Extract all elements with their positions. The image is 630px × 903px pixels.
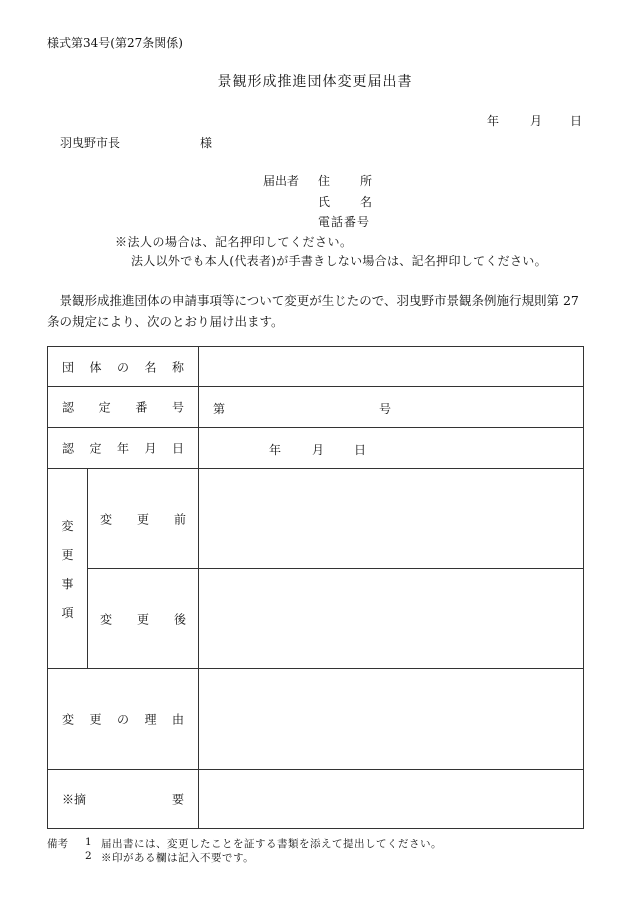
reason-char: 変 [62,712,75,727]
before-field[interactable] [199,469,584,569]
after-label [88,569,199,669]
note-corporation: ※法人の場合は、記名押印してください。 [115,235,353,249]
before-char: 変 [100,512,113,526]
address-label-1: 住 [318,174,331,188]
cert-date-year: 年 [269,443,282,457]
phone-label: 電話番号 [318,215,371,229]
addressee-honorific: 様 [200,136,213,150]
remark-2-number: 2 [85,850,92,862]
name-label-1: 氏 [318,195,331,209]
remark-1-text: 届出書には、変更したことを証する書類を添えて提出してください。 [101,838,442,850]
after-char: 後 [173,612,186,626]
cert-number-char: 定 [98,400,111,415]
date-year: 年 [487,114,500,128]
before-char: 前 [173,512,186,526]
form-table [47,346,584,829]
cert-number-prefix: 第 [213,402,226,416]
reason-char: 更 [89,712,102,727]
cert-date-char: 月 [144,441,157,456]
after-char: 更 [136,612,149,626]
date-month: 月 [530,114,543,128]
reason-field[interactable] [199,669,584,770]
before-label [88,469,199,569]
cert-date-char: 認 [62,441,75,456]
cert-date-char: 日 [171,441,184,456]
cert-date-month: 月 [312,443,325,457]
addressee-name: 羽曳野市長 [60,136,121,150]
org-name-char: 団 [62,360,75,374]
remarks-label: 備考 [47,838,68,850]
change-items-char: 更 [61,547,74,562]
change-items-char: 項 [61,605,74,620]
reason-label [48,669,199,770]
cert-number-suffix: 号 [379,402,392,416]
form-number: 様式第34号(第27条関係) [47,36,183,50]
summary-char: ※摘 [62,792,87,807]
org-name-char: 名 [144,360,157,374]
cert-number-char: 号 [171,400,184,415]
cert-date-label [48,428,199,469]
org-name-char: 称 [171,360,184,374]
org-name-label [48,347,199,387]
page-title: 景観形成推進団体変更届出書 [217,74,413,90]
change-items-char: 変 [61,518,74,533]
reason-char: の [116,712,129,727]
cert-number-char: 番 [135,400,148,415]
summary-label [48,770,199,829]
cert-number-field[interactable] [199,387,584,428]
address-label-2: 所 [360,174,373,188]
after-char: 変 [100,612,113,626]
cert-date-char: 年 [116,441,129,456]
summary-char: 要 [171,792,184,807]
after-field[interactable] [199,569,584,669]
applicant-label: 届出者 [263,174,300,188]
body-text: 景観形成推進団体の申請事項等について変更が生じたので、羽曳野市景観条例施行規則第 27 条の規定により、次のとおり届け出ます。 [47,293,579,329]
reason-char: 理 [144,712,157,727]
org-name-char: 体 [89,360,102,374]
summary-field [199,770,584,829]
name-label-2: 名 [360,195,373,209]
change-items-label [48,469,88,669]
date-day: 日 [570,114,583,128]
remark-2-text: ※印がある欄は記入不要です。 [101,852,255,864]
change-items-char: 事 [61,576,74,591]
cert-number-label [48,387,199,428]
cert-date-day: 日 [354,443,367,457]
org-name-char: の [116,360,129,374]
cert-date-char: 定 [89,441,102,456]
before-char: 更 [136,512,149,526]
remark-1-number: 1 [85,836,92,848]
note-handwriting: 法人以外でも本人(代表者)が手書きしない場合は、記名押印してください。 [131,254,547,268]
cert-date-field[interactable] [199,428,584,469]
cert-number-char: 認 [62,400,75,415]
reason-char: 由 [171,712,184,727]
org-name-field[interactable] [199,347,584,387]
